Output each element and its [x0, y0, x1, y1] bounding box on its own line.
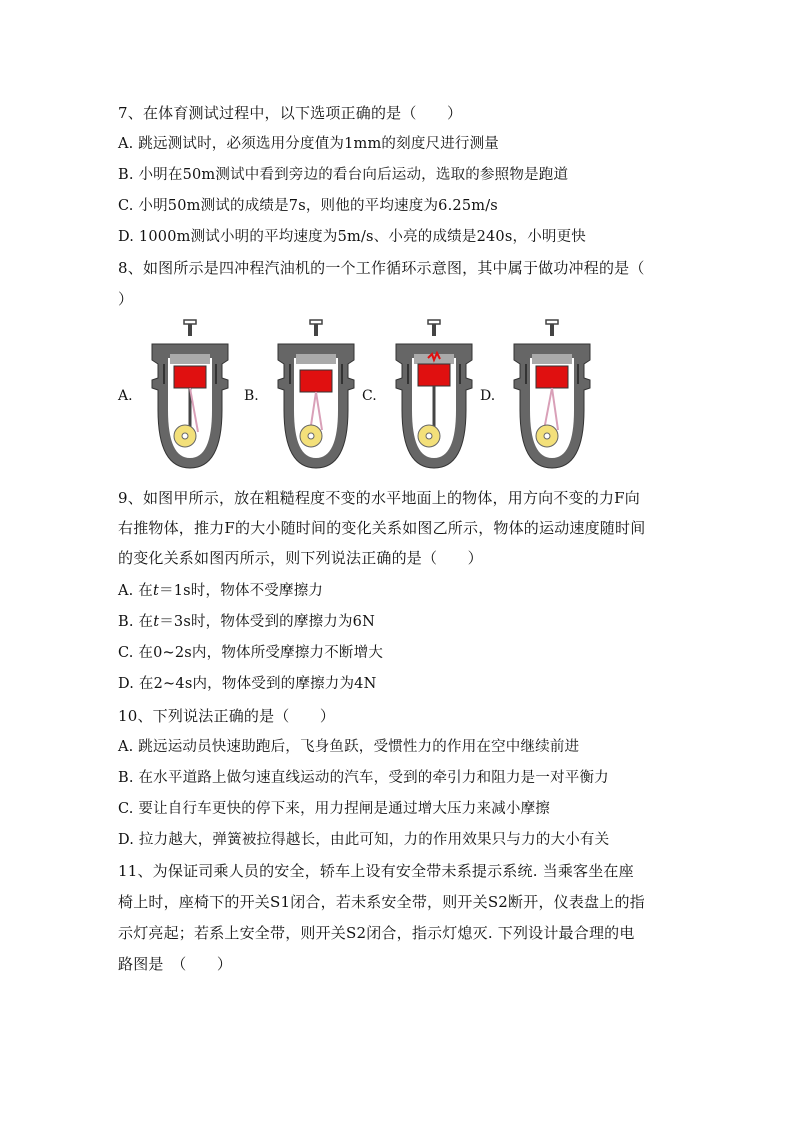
q7-option-c: C. 小明50m测试的成绩是7s，则他的平均速度为6.25m/s: [118, 198, 498, 214]
q10-option-c: C. 要让自行车更快的停下来，用力捏闸是通过增大压力来减小摩擦: [118, 801, 550, 817]
q7-option-a: A. 跳远测试时，必须选用分度值为1mm的刻度尺进行测量: [118, 136, 500, 152]
q8-stem-line2: ）: [118, 290, 134, 308]
q7-option-d: D. 1000m测试小明的平均速度为5m/s、小亮的成绩是240s，小明更快: [118, 229, 586, 245]
engine-diagram-a: [140, 318, 240, 478]
q9-option-a-var: t: [153, 583, 160, 599]
q10-stem: 10、下列说法正确的是（ ）: [118, 707, 336, 725]
q10-option-a: A. 跳远运动员快速助跑后，飞身鱼跃，受惯性力的作用在空中继续前进: [118, 739, 580, 755]
q9-stem-line1: 9、如图甲所示，放在粗糙程度不变的水平地面上的物体，用方向不变的力F向: [118, 489, 640, 507]
q8-stem-line1: 8、如图所示是四冲程汽油机的一个工作循环示意图，其中属于做功冲程的是（: [118, 259, 645, 277]
engine-label-d: D.: [480, 388, 496, 404]
engine-diagram-b: [266, 318, 366, 478]
q11-line1: 11、为保证司乘人员的安全，轿车上设有安全带未系提示系统. 当乘客坐在座: [118, 862, 634, 880]
engine-a-image: [140, 318, 240, 478]
q9-option-a: [118, 581, 323, 601]
q9-stem-line3: 的变化关系如图丙所示，则下列说法正确的是（ ）: [118, 549, 483, 567]
engine-label-c: C.: [362, 388, 377, 404]
q7-option-b: B. 小明在50m测试中看到旁边的看台向后运动，选取的参照物是跑道: [118, 167, 569, 183]
q9-option-b: [118, 612, 375, 632]
q9-option-b-var: t: [153, 614, 160, 630]
q7-stem: 7、在体育测试过程中，以下选项正确的是（ ）: [118, 104, 463, 122]
q10-option-b: B. 在水平道路上做匀速直线运动的汽车，受到的牵引力和阻力是一对平衡力: [118, 770, 609, 786]
q9-option-a-post: ＝1s时，物体不受摩擦力: [159, 583, 324, 599]
engine-d-image: [502, 318, 602, 478]
q9-option-a-pre: A. 在: [118, 583, 153, 599]
engine-diagram-d: [502, 318, 602, 478]
engine-diagrams: [118, 318, 678, 478]
q11-line2: 椅上时，座椅下的开关S1闭合，若未系安全带，则开关S2断开，仪表盘上的指: [118, 893, 645, 911]
q9-option-b-pre: B. 在: [118, 614, 154, 630]
q9-option-c: C. 在0~2s内，物体所受摩擦力不断增大: [118, 645, 384, 661]
engine-c-image: [384, 318, 484, 478]
q11-line4: 路图是 （ ）: [118, 955, 233, 973]
engine-label-a: A.: [118, 388, 133, 404]
q9-stem-line2: 右推物体，推力F的大小随时间的变化关系如图乙所示，物体的运动速度随时间: [118, 519, 646, 537]
engine-label-b: B.: [244, 388, 259, 404]
engine-diagram-c: [384, 318, 484, 478]
q9-option-b-post: ＝3s时，物体受到的摩擦力为6N: [159, 614, 375, 630]
q10-option-d: D. 拉力越大，弹簧被拉得越长，由此可知，力的作用效果只与力的大小有关: [118, 832, 610, 848]
engine-b-image: [266, 318, 366, 478]
q11-line3: 示灯亮起；若系上安全带，则开关S2闭合，指示灯熄灭. 下列设计最合理的电: [118, 924, 635, 942]
q9-option-d: D. 在2~4s内，物体受到的摩擦力为4N: [118, 676, 377, 692]
